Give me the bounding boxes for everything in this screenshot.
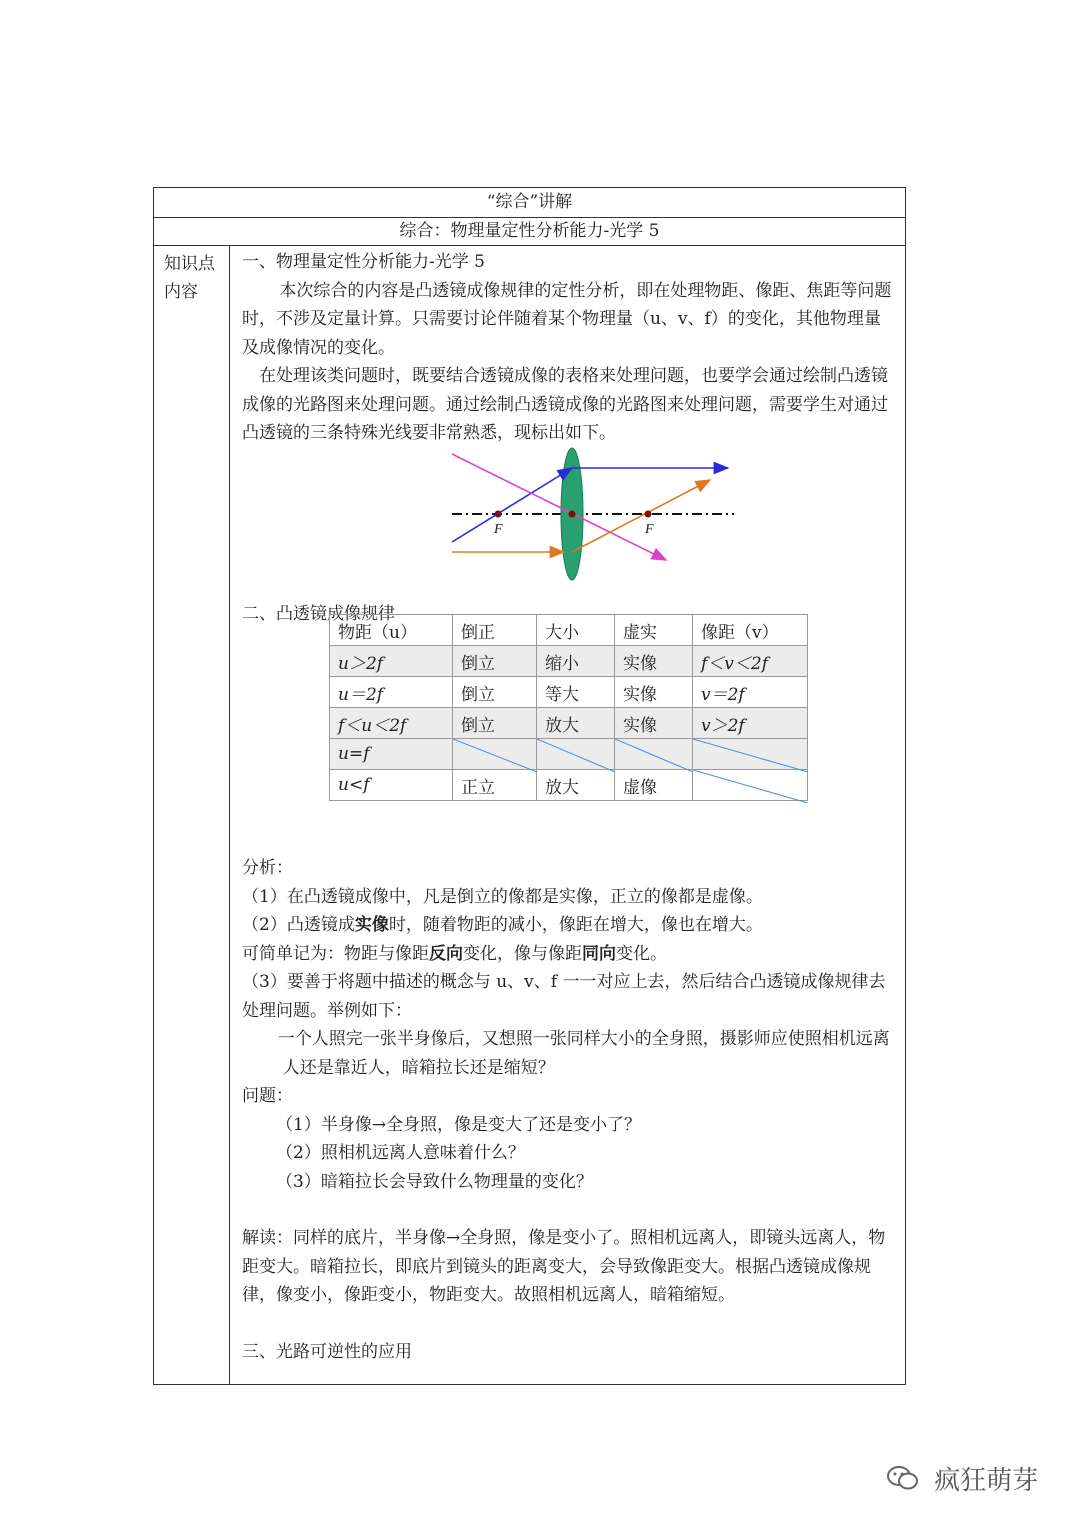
analysis-4: （3）要善于将题中描述的概念与 u、v、f 一一对应上去，然后结合凸透镜成像规律去处理问题。举例如下： — [242, 972, 886, 1021]
question-2: （2）照相机远离人意味着什么？ — [276, 1143, 525, 1163]
paragraph-2: 在处理该类问题时，既要结合透镜成像的表格来处理问题，也要学会通过绘制凸透镜成像的光路图来处理问题。通过绘制凸透镜成像的光路图来处理问题，需要学生对通过凸透镜的三条特殊光线要非常熟悉，现标出如下。 — [242, 366, 888, 443]
question-3: （3）暗箱拉长会导致什么物理量的变化？ — [276, 1171, 593, 1192]
header-cell: 像距（v） — [693, 615, 808, 646]
table-cell: 倒立 — [453, 677, 537, 708]
section-3-title: 三、光路可逆性的应用 — [242, 1341, 412, 1362]
table-cell: u<f — [330, 770, 453, 801]
section-1-title: 一、物理量定性分析能力-光学 5 — [242, 252, 485, 272]
left-label — [154, 245, 230, 1384]
table-cell: v＝2f — [693, 677, 808, 708]
header-cell: 倒正 — [453, 615, 537, 646]
table-row — [330, 646, 808, 677]
focal-point-right — [645, 511, 652, 518]
table-cell: 实像 — [615, 677, 693, 708]
table-cell: 倒立 — [453, 646, 537, 677]
optical-center — [569, 511, 576, 518]
analysis-2-pre: （2）凸透镜成 — [242, 915, 355, 935]
ray-magenta — [452, 454, 666, 560]
example-text: 一个人照完一张半身像后，又想照一张同样大小的全身照，摄影师应使照相机远离人还是靠近人，暗箱拉长还是缩短？ — [277, 1029, 890, 1078]
analysis-3-mid: 变化，像与像距 — [463, 943, 582, 964]
analysis-2-post: 时，随着物距的减小，像距在增大，像也在增大。 — [388, 915, 763, 935]
header-cell: 物距（u） — [330, 615, 453, 646]
analysis-2 — [242, 911, 897, 940]
table-cell: u=f — [330, 739, 453, 770]
table-cell: f＜v＜2f — [693, 646, 808, 677]
table-cell: 虚像 — [615, 770, 693, 801]
question-1: （1）半身像→全身照，像是变大了还是变小了？ — [276, 1114, 642, 1135]
header-cell: 虚实 — [615, 615, 693, 646]
table-row — [330, 770, 808, 801]
table-cell-diagonal — [693, 739, 808, 770]
table-row — [330, 708, 808, 739]
table-header-row — [330, 615, 808, 646]
table-cell: u＝2f — [330, 677, 453, 708]
analysis-3-bold-1: 反向 — [429, 943, 463, 964]
analysis-3-post: 变化。 — [616, 943, 667, 964]
focal-point-left — [495, 511, 502, 518]
imaging-rules-table — [329, 614, 808, 801]
diagonal-line — [693, 770, 808, 803]
diagonal-line — [615, 739, 693, 772]
analysis-label: 分析： — [242, 858, 293, 878]
table-cell: 实像 — [615, 646, 693, 677]
diagonal-line — [693, 739, 808, 772]
table-cell-diagonal — [537, 739, 615, 770]
page-subtitle: 综合：物理量定性分析能力-光学 5 — [154, 217, 905, 246]
table-cell-diagonal — [615, 739, 693, 770]
answer-text: 解读：同样的底片，半身像→全身照，像是变小了。照相机远离人，即镜头远离人，物距变大。暗箱拉长，即底片到镜头的距离变大，会导致像距变大。根据凸透镜成像规律，像变小，像距变小，物距变大。故照相机远离人，暗箱缩短。 — [242, 1228, 886, 1305]
ray-orange-out — [572, 480, 710, 552]
left-label-text: 知识点内容 — [164, 254, 215, 302]
header-cell: 大小 — [537, 615, 615, 646]
table-cell: 缩小 — [537, 646, 615, 677]
table-cell: 实像 — [615, 708, 693, 739]
watermark-text: 疯狂萌芽 — [934, 1466, 1039, 1496]
watermark — [886, 1460, 1038, 1499]
question-label: 问题： — [242, 1086, 293, 1106]
diagonal-line — [453, 739, 537, 772]
table-cell: 等大 — [537, 677, 615, 708]
paragraph-1: 本次综合的内容是凸透镜成像规律的定性分析，即在处理物距、像距、焦距等问题时，不涉及定量计算。只需要讨论伴随着某个物理量（u、v、f）的变化，其他物理量及成像情况的变化。 — [242, 280, 892, 358]
table-cell: 倒立 — [453, 708, 537, 739]
analysis-3-bold-2: 同向 — [582, 943, 616, 964]
table-cell: 正立 — [453, 770, 537, 801]
page-title: “综合”讲解 — [154, 188, 905, 218]
table-cell-diagonal — [693, 770, 808, 801]
lens-diagram — [448, 444, 748, 584]
content-area — [242, 248, 897, 1366]
table-cell: 放大 — [537, 708, 615, 739]
focus-label-right: F — [645, 522, 654, 537]
table-cell: f＜u＜2f — [330, 708, 453, 739]
table-row — [330, 739, 808, 770]
table-cell-diagonal — [453, 739, 537, 770]
wechat-icon — [886, 1464, 920, 1499]
analysis-1: （1）在凸透镜成像中，凡是倒立的像都是实像，正立的像都是虚像。 — [242, 886, 763, 907]
table-cell: 放大 — [537, 770, 615, 801]
focus-label-left: F — [494, 522, 503, 537]
section-2-title: 二、凸透镜成像规律 — [242, 603, 395, 624]
table-row — [330, 677, 808, 708]
analysis-3 — [242, 940, 897, 969]
analysis-3-pre: 可简单记为：物距与像距 — [242, 943, 429, 964]
diagonal-line — [537, 739, 615, 772]
analysis-2-bold: 实像 — [354, 915, 389, 935]
table-cell: v＞2f — [693, 708, 808, 739]
table-cell: u＞2f — [330, 646, 453, 677]
